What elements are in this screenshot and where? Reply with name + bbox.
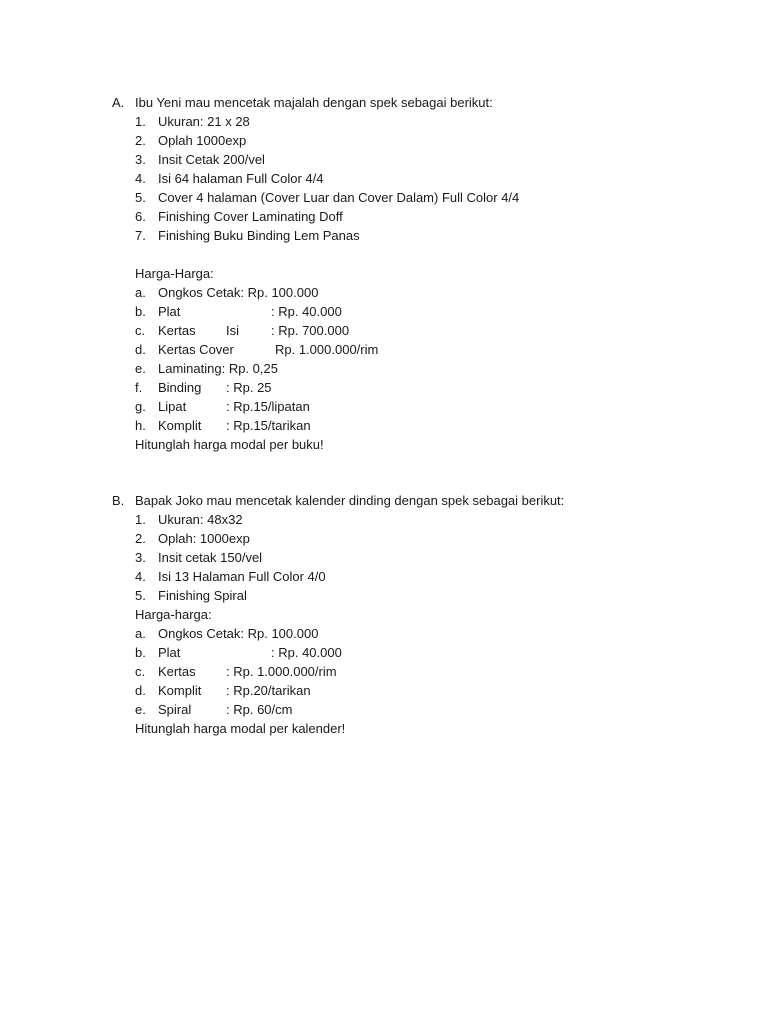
spec-item-marker: 6. xyxy=(135,209,146,224)
price-item-label: Kertas Cover xyxy=(158,342,234,357)
price-item-sublabel: Isi xyxy=(226,323,239,338)
price-item-marker: a. xyxy=(135,285,146,300)
price-item-marker: d. xyxy=(135,683,146,698)
price-item-value: : Rp. 60/cm xyxy=(226,702,293,717)
price-item-value: : Rp. 40.000 xyxy=(271,645,342,660)
price-item-label: Laminating: Rp. 0,25 xyxy=(158,361,278,376)
price-item-label: Komplit xyxy=(158,683,202,698)
prices-heading: Harga-harga: xyxy=(135,607,212,622)
price-item-label: Ongkos Cetak: Rp. 100.000 xyxy=(158,626,319,641)
spec-item-text: Finishing Buku Binding Lem Panas xyxy=(158,228,360,243)
prices-heading: Harga-Harga: xyxy=(135,266,214,281)
section-a-marker: A. xyxy=(112,95,125,110)
price-item-value: : Rp.15/tarikan xyxy=(226,418,311,433)
spec-item-text: Oplah: 1000exp xyxy=(158,531,250,546)
spec-item-marker: 5. xyxy=(135,190,146,205)
price-item-label: Kertas xyxy=(158,323,196,338)
spec-item-text: Isi 13 Halaman Full Color 4/0 xyxy=(158,569,326,584)
spec-item-marker: 2. xyxy=(135,133,146,148)
price-item-label: Ongkos Cetak: Rp. 100.000 xyxy=(158,285,319,300)
price-item-label: Lipat xyxy=(158,399,187,414)
price-item-value: : Rp. 1.000.000/rim xyxy=(226,664,337,679)
price-item-value: : Rp. 25 xyxy=(226,380,272,395)
spec-item-marker: 1. xyxy=(135,512,146,527)
spec-item-marker: 4. xyxy=(135,171,146,186)
section-b-heading: Bapak Joko mau mencetak kalender dinding dengan spek sebagai berikut: xyxy=(135,493,565,508)
price-item-label: Plat xyxy=(158,304,181,319)
spec-item-marker: 3. xyxy=(135,550,146,565)
spec-item-marker: 3. xyxy=(135,152,146,167)
price-item-label: Kertas xyxy=(158,664,196,679)
spec-item-marker: 2. xyxy=(135,531,146,546)
spec-item-text: Insit cetak 150/vel xyxy=(158,550,263,565)
section-b-marker: B. xyxy=(112,493,125,508)
spec-item-text: Ukuran: 21 x 28 xyxy=(158,114,250,129)
price-item-value: : Rp. 700.000 xyxy=(271,323,350,338)
price-item-marker: c. xyxy=(135,664,146,679)
spec-item-text: Oplah 1000exp xyxy=(158,133,247,148)
price-item-value: : Rp.15/lipatan xyxy=(226,399,310,414)
price-item-marker: e. xyxy=(135,361,146,376)
price-item-label: Komplit xyxy=(158,418,202,433)
spec-item-text: Finishing Cover Laminating Doff xyxy=(158,209,343,224)
spec-item-marker: 1. xyxy=(135,114,146,129)
spec-item-text: Ukuran: 48x32 xyxy=(158,512,243,527)
spec-item-text: Cover 4 halaman (Cover Luar dan Cover Dalam) Full Color 4/4 xyxy=(158,190,520,205)
spec-item-marker: 7. xyxy=(135,228,146,243)
price-item-marker: b. xyxy=(135,304,146,319)
spec-item-text: Isi 64 halaman Full Color 4/4 xyxy=(158,171,324,186)
price-item-marker: a. xyxy=(135,626,146,641)
price-item-marker: d. xyxy=(135,342,146,357)
question-text: Hitunglah harga modal per buku! xyxy=(135,437,324,452)
price-item-label: Spiral xyxy=(158,702,192,717)
price-item-label: Plat xyxy=(158,645,181,660)
price-item-marker: g. xyxy=(135,399,146,414)
price-item-marker: c. xyxy=(135,323,146,338)
price-item-marker: b. xyxy=(135,645,146,660)
price-item-value: : Rp. 40.000 xyxy=(271,304,342,319)
spec-item-text: Finishing Spiral xyxy=(158,588,247,603)
price-item-value: Rp. 1.000.000/rim xyxy=(275,342,379,357)
price-item-marker: f. xyxy=(135,380,143,395)
price-item-value: : Rp.20/tarikan xyxy=(226,683,311,698)
price-item-label: Binding xyxy=(158,380,202,395)
section-a-heading: Ibu Yeni mau mencetak majalah dengan spek sebagai berikut: xyxy=(135,95,493,110)
spec-item-marker: 4. xyxy=(135,569,146,584)
question-text: Hitunglah harga modal per kalender! xyxy=(135,721,346,736)
spec-item-text: Insit Cetak 200/vel xyxy=(158,152,265,167)
spec-item-marker: 5. xyxy=(135,588,146,603)
price-item-marker: h. xyxy=(135,418,146,433)
price-item-marker: e. xyxy=(135,702,146,717)
